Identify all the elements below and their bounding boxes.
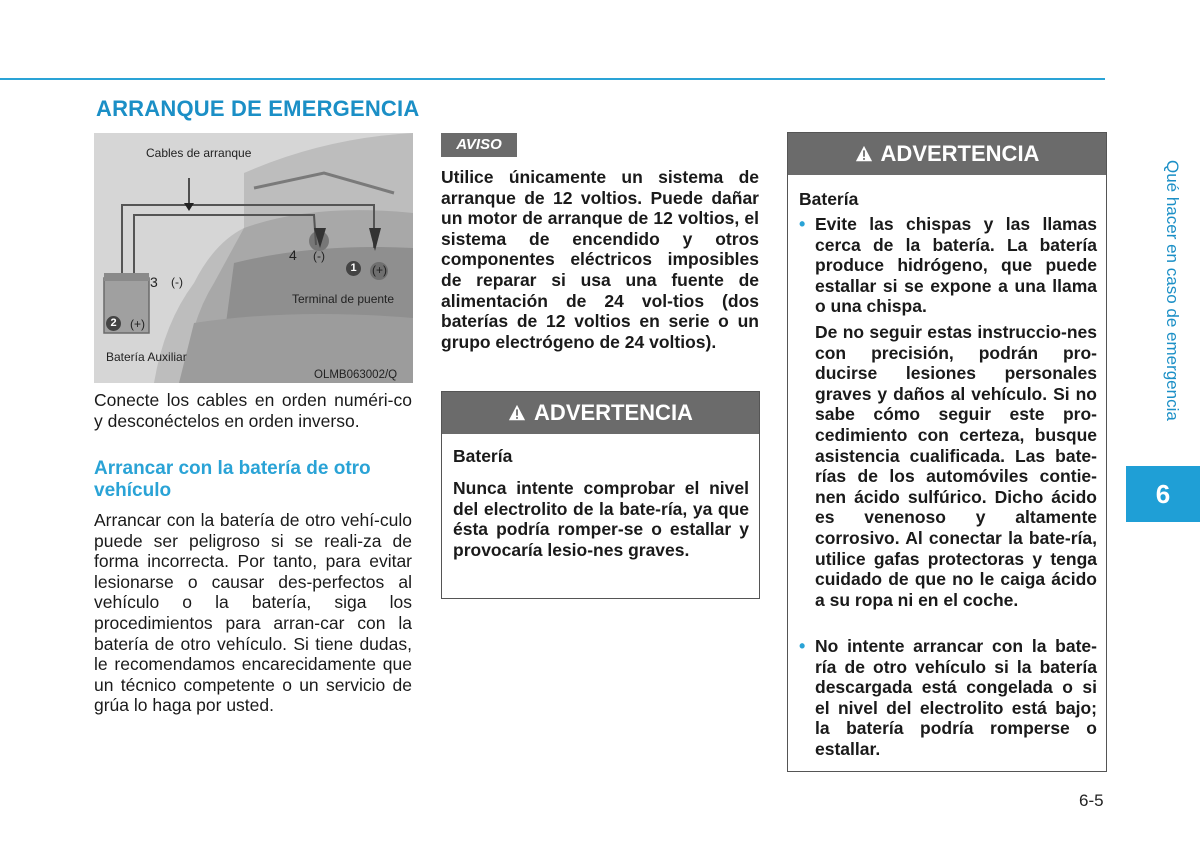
bullet-item [799, 636, 1097, 760]
callout-1: 1 [346, 261, 361, 276]
warning-subtitle: Batería [799, 189, 859, 209]
callout-4: 4 [289, 247, 297, 263]
warning-subtitle: Batería [453, 446, 513, 466]
header-rule [0, 78, 1105, 80]
warning-text: Nunca intente comprobar el nivel del electrolito de la bate-ría, ya que ésta podría romper-se o estallar y provocaría lesio-nes graves. [453, 478, 749, 560]
body-paragraph: Arrancar con la batería de otro vehí-culo puede ser peligroso si se reali-za de forma incorrecta. Por tanto, para evitar lesionarse o causar des-perfectos al vehículo o la batería, siga los procedimientos para arran-car con la batería de otro vehículo. Si tiene dudas, le recomendamos encarecidamente que un técnico competente o un servicio de grúa lo haga por usted. [94, 510, 412, 716]
warning-triangle-icon [855, 145, 873, 163]
callout-1-sign: (+) [372, 263, 387, 277]
bullet-dot-icon: • [799, 636, 806, 656]
bullet-text: No intente arrancar con la bate-ría de otro vehículo si la batería descargada está congelada o si el nivel del electrolito está bajo; la batería podría romperse o estallar. [815, 636, 1097, 759]
warning-title: ADVERTENCIA [534, 400, 693, 425]
car-engine-illustration [94, 133, 413, 383]
callout-4-sign: (-) [313, 249, 325, 263]
callout-2: 2 [106, 316, 121, 331]
callout-3: 3 [150, 274, 158, 290]
bullet-continuation: De no seguir estas instruccio-nes con precisión, podrán pro-ducirse lesiones personales graves y daños al vehículo. Si no sabe cómo seguir este pro-cedimiento con certeza, busque asistencia cualificada. Las bate-rías de los automóviles contie-nen ácido sulfúrico. Dicho ácido es venenoso y altamente corrosivo. Al conectar la bate-ría, utilice gafas protectoras y tenga cuidado de que no le caiga ácido a su ropa ni en el coche. [815, 322, 1097, 610]
side-tab-label: Qué hacer en caso de emergencia [1163, 160, 1182, 421]
bullet-text: Evite las chispas y las llamas cerca de la batería. La batería produce hidrógeno, que puede estallar si se expone a una llama o una chispa. [815, 214, 1097, 317]
battery-label: Batería Auxiliar [106, 350, 187, 364]
bullet-item [799, 214, 1097, 317]
terminal-label: Terminal de puente [292, 292, 395, 306]
intro-paragraph: Conecte los cables en orden numéri-co y desconéctelos en orden inverso. [94, 390, 412, 431]
warning-box-right [787, 132, 1107, 772]
bullet-dot-icon: • [799, 214, 806, 234]
warning-title: ADVERTENCIA [880, 141, 1040, 166]
warning-header [442, 392, 759, 434]
aviso-label: AVISO [441, 133, 517, 157]
section-title: ARRANQUE DE EMERGENCIA [96, 96, 420, 121]
chapter-number: 6 [1126, 466, 1200, 522]
warning-header [788, 133, 1106, 175]
cables-label: Cables de arranque [146, 146, 252, 160]
callout-2-sign: (+) [130, 317, 145, 331]
jump-start-illustration [94, 133, 413, 383]
figure-code: OLMB063002/Q [314, 369, 398, 381]
subheading: Arrancar con la batería de otro vehículo [94, 458, 371, 501]
page-number: 6-5 [1079, 791, 1104, 810]
aviso-text: Utilice únicamente un sistema de arranque de 12 voltios. Puede dañar un motor de arranque de 12 voltios, el sistema de encendido y otros componentes eléctricos imposibles de reparar si usa una fuente de alimentación de 24 vol-tios (dos baterías de 12 voltios en serie o un grupo electrógeno de 24 voltios). [441, 167, 759, 352]
warning-box-middle [441, 391, 760, 599]
callout-3-sign: (-) [171, 275, 183, 289]
warning-triangle-icon [508, 404, 526, 422]
